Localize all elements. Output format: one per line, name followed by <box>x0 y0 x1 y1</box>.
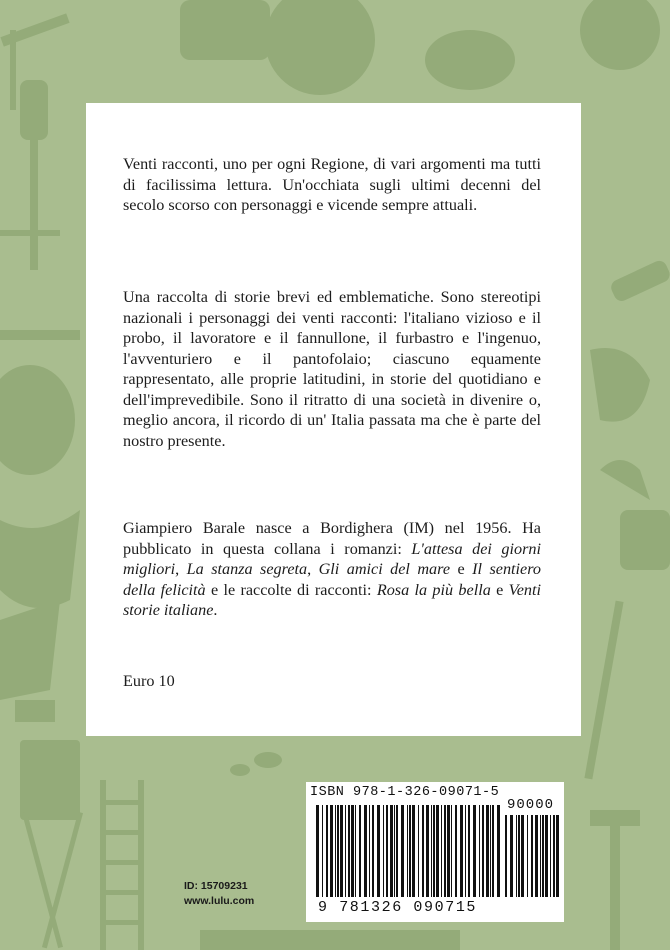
barcode-bar <box>518 815 520 897</box>
barcode-bar <box>527 815 528 897</box>
barcode-bar <box>516 815 517 897</box>
barcode-bar <box>505 815 507 897</box>
collection-title: Rosa la più bella <box>376 580 491 599</box>
barcode-bar <box>355 805 356 897</box>
barcode-bar <box>447 805 450 897</box>
barcode-bar <box>531 815 533 897</box>
barcode-bar <box>377 805 380 897</box>
barcode-bar <box>431 805 432 897</box>
barcode-bar <box>460 805 463 897</box>
barcode-bar <box>540 815 541 897</box>
barcode-bar <box>473 805 476 897</box>
isbn-addon: 90000 <box>507 797 555 813</box>
barcode-bar <box>394 805 395 897</box>
novel-title: Gli amici del mare <box>318 560 451 578</box>
barcode-bar <box>386 805 388 897</box>
barcode-bar <box>468 805 470 897</box>
barcode-bar <box>340 805 343 897</box>
collection-title: Venti storie italiane <box>123 580 541 619</box>
barcode-bar <box>369 805 370 897</box>
barcode-bar <box>330 805 333 897</box>
novel-title: Il sentiero della felicità <box>123 560 542 599</box>
barcode-bar <box>553 815 555 897</box>
barcode-bar <box>418 805 419 897</box>
barcode-bar <box>490 805 491 897</box>
isbn-label: ISBN 978-1-326-09071-5 <box>310 785 500 800</box>
barcode-bar <box>521 815 524 897</box>
barcode-bar <box>465 805 466 897</box>
isbn-digits: 9 781326 090715 <box>318 899 478 916</box>
barcode-bar <box>455 805 457 897</box>
barcode-bar <box>383 805 384 897</box>
barcode-bar <box>409 805 411 897</box>
barcode-bar <box>433 805 435 897</box>
barcode-bar <box>542 815 544 897</box>
barcode-bar <box>390 805 393 897</box>
barcode-bar <box>441 805 442 897</box>
price: Euro 10 <box>123 672 175 690</box>
barcode-bar <box>550 815 551 897</box>
blurb-paragraph-1: Venti racconti, uno per ogni Regione, di vari argomenti ma tutti di facilissima lettura. Un'occhiata sugli ultimi decenni del secolo scorso con personaggi e vicende sempre attuali. <box>123 155 541 214</box>
barcode-bar <box>351 805 354 897</box>
barcode-bar <box>535 815 538 897</box>
barcode-bar <box>497 805 500 897</box>
novel-title: La stanza segreta <box>186 560 308 578</box>
barcode-bar <box>436 805 439 897</box>
blurb-paragraph-2: Una raccolta di storie brevi ed emblematiche. Sono stereotipi nazionali i personaggi dei venti racconti: l'italiano vizioso e il probo, il lavoratore e il fannullone, il furbastro e l'ingenuo, l'avventuriero e il pantofolaio; ciascuno equamente rappresentato, alle proprie latitudini, in storie del quotidiano e dell'imprevedibile. Sono il ritratto di una società in divenire o, meglio ancora, il ricordo di un' Italia passata ma che è parte del nostro presente. <box>123 288 541 450</box>
barcode-bar <box>372 805 374 897</box>
barcode-bar <box>364 805 367 897</box>
barcode-bar <box>545 815 548 897</box>
barcode-bar <box>482 805 484 897</box>
barcode-bar <box>510 815 513 897</box>
barcode-bar <box>451 805 452 897</box>
author-bio: Giampiero Barale nasce a Bordighera (IM) nel 1956. Ha pubblicato in questa collana i romanzi: L'attesa dei giorni migliori, La stanza segreta, Gli amici del mare e Il sentiero della felicità e le raccolte di racconti: Rosa la più bella e Venti storie italiane. <box>123 519 542 619</box>
barcode-bar <box>401 805 404 897</box>
novel-title: L'attesa dei giorni migliori <box>123 539 542 578</box>
barcode-bar <box>486 805 489 897</box>
barcode-bar <box>407 805 408 897</box>
barcode-bar <box>444 805 446 897</box>
publisher-url: www.lulu.com <box>184 895 255 907</box>
barcode-bar <box>426 805 429 897</box>
barcode-bar <box>335 805 336 897</box>
barcode-bar <box>422 805 424 897</box>
barcode-bar <box>479 805 480 897</box>
barcode-bar <box>316 805 319 897</box>
barcode-bar <box>326 805 328 897</box>
barcode-bar <box>412 805 415 897</box>
barcode-bar <box>359 805 361 897</box>
publisher-id: ID: 15709231 <box>184 880 248 892</box>
barcode-bar <box>322 805 323 897</box>
barcode-bar <box>348 805 350 897</box>
barcode-bar <box>396 805 398 897</box>
barcode-bar <box>556 815 559 897</box>
barcode-bar <box>345 805 346 897</box>
barcode-bar <box>337 805 339 897</box>
barcode-bar <box>492 805 494 897</box>
